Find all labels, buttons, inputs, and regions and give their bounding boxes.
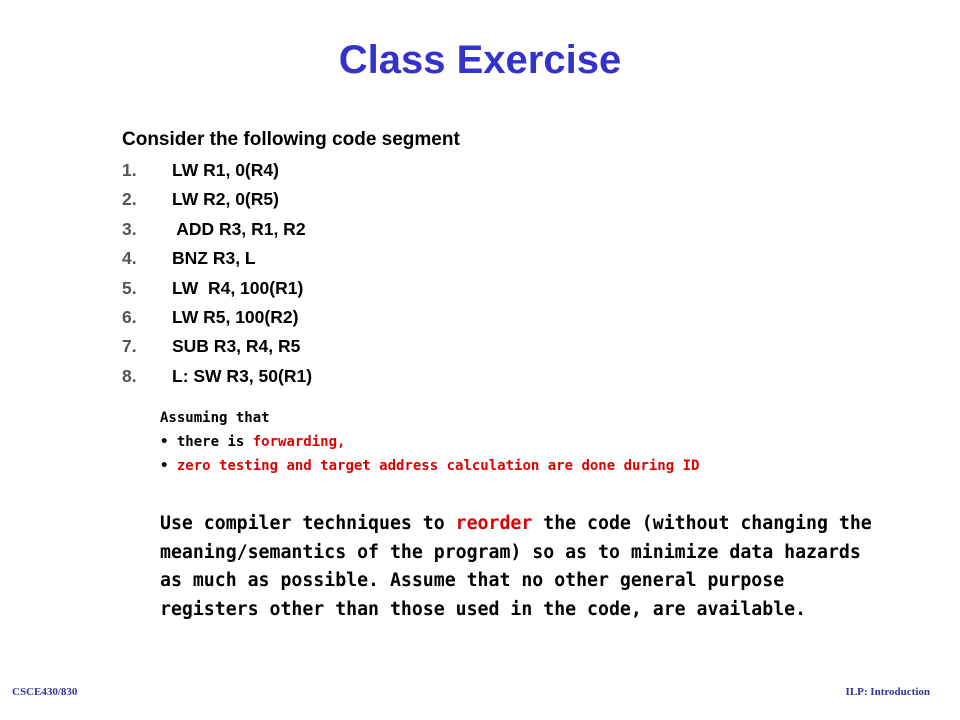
assumption-item — [160, 454, 699, 478]
code-line — [122, 274, 312, 303]
code-line — [122, 332, 312, 361]
footer-topic: ILP: Introduction — [845, 686, 930, 698]
paragraph-text: Use compiler techniques to — [160, 513, 456, 534]
line-number: 8. — [122, 365, 137, 386]
instructions-paragraph — [160, 510, 880, 624]
instruction: LW R1, 0(R4) — [172, 160, 279, 180]
assumption-text: zero testing and target address calculation are done during ID — [168, 458, 700, 474]
slide-title: Class Exercise — [338, 38, 622, 82]
instruction: LW R5, 100(R2) — [172, 306, 299, 327]
code-line — [122, 362, 312, 391]
paragraph-text: the code (without changing the meaning/semantics of the program) so as to minimize data hazards as much as possible. Assume that no other general purpose registers other than those used in the code, are available. — [160, 513, 872, 620]
code-line — [122, 185, 312, 214]
bullet: • — [160, 434, 169, 450]
code-line — [122, 244, 312, 273]
assumptions-heading: Assuming that — [160, 410, 270, 426]
code-line — [122, 215, 312, 244]
code-listing — [122, 156, 312, 391]
instruction: LW R2, 0(R5) — [172, 189, 279, 210]
intro-text: Consider the following code segment — [122, 129, 460, 150]
code-line — [122, 156, 312, 185]
instruction: LW R4, 100(R1) — [172, 277, 304, 298]
paragraph-highlight: reorder — [455, 513, 533, 534]
instruction: L: SW R3, 50(R1) — [172, 365, 313, 386]
bullet: • — [160, 458, 169, 474]
line-number: 6. — [122, 306, 137, 327]
instruction: BNZ R3, L — [172, 248, 256, 269]
line-number: 7. — [122, 336, 137, 357]
instruction: ADD R3, R1, R2 — [172, 218, 306, 239]
line-number: 1. — [122, 160, 137, 180]
line-number: 5. — [122, 277, 137, 298]
line-number: 3. — [122, 218, 137, 239]
footer-course: CSCE430/830 — [12, 686, 78, 698]
assumption-highlight: forwarding, — [252, 434, 346, 450]
instruction: SUB R3, R4, R5 — [172, 336, 301, 357]
assumption-item — [160, 430, 699, 454]
code-line — [122, 303, 312, 332]
assumption-text: there is — [168, 434, 253, 450]
line-number: 2. — [122, 189, 137, 210]
assumptions-block — [160, 406, 699, 478]
line-number: 4. — [122, 248, 137, 269]
